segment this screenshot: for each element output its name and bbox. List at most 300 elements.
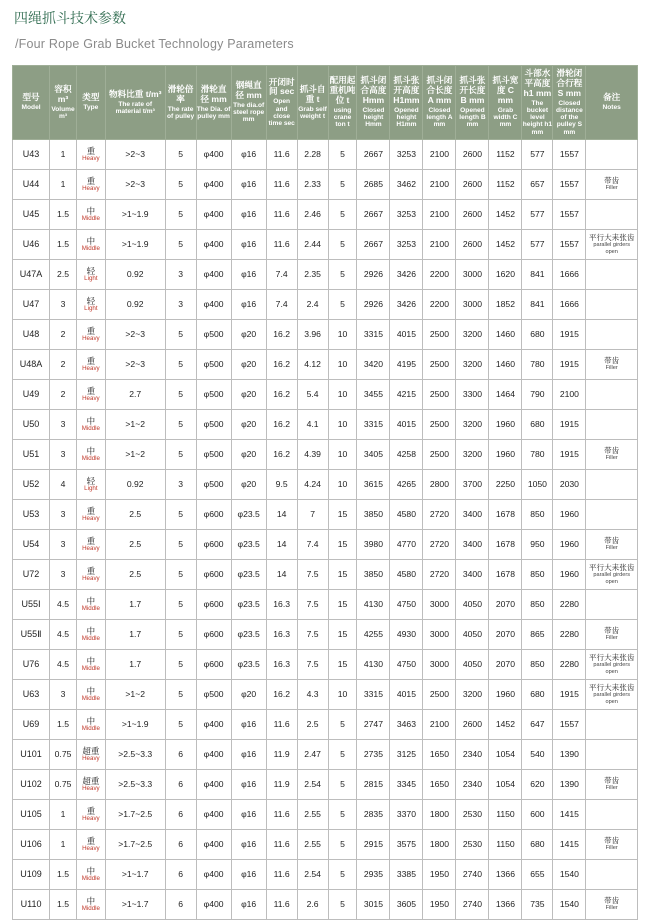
cell-pulley_rate: 5 [165,709,196,739]
cell-rate: >1~1.9 [105,229,165,259]
cell-notes [586,709,638,739]
cell-a: 2100 [423,229,456,259]
cell-rope_dia: φ23.5 [231,499,266,529]
cell-self_weight: 2.33 [297,169,328,199]
cell-type [76,859,105,889]
cell-volume: 3 [50,499,77,529]
cell-c: 1460 [489,319,522,349]
cell-model: U46 [13,229,50,259]
cell-crane: 15 [328,619,357,649]
cell-pulley_rate: 3 [165,469,196,499]
column-header-en: Type [83,104,99,112]
cell-hl: 577 [522,229,553,259]
cell-self_weight: 2.6 [297,889,328,919]
cell-rope_dia: φ16 [231,169,266,199]
cell-hl: 850 [522,649,553,679]
cell-a: 2500 [423,319,456,349]
cell-model: U52 [13,469,50,499]
table-row [13,679,638,709]
cell-s: 2280 [553,649,586,679]
type-en: Heavy [82,844,100,852]
cell-pulley_rate: 5 [165,169,196,199]
column-header-5 [196,66,231,140]
cell-c: 1452 [489,709,522,739]
cell-hl: 850 [522,499,553,529]
type-en: Heavy [82,544,100,552]
cell-hl: 680 [522,409,553,439]
cell-h1: 4195 [390,349,423,379]
table-row [13,799,638,829]
cell-notes [586,559,638,589]
cell-rope_dia: φ20 [231,679,266,709]
cell-crane: 15 [328,559,357,589]
column-header-en: Opened height H1mm [394,106,419,129]
cell-s: 1540 [553,859,586,889]
table-row [13,889,638,919]
cell-rate: >1~2 [105,679,165,709]
table-header-row [13,66,638,140]
cell-volume: 3 [50,439,77,469]
cell-type [76,559,105,589]
cell-pulley_dia: φ400 [196,769,231,799]
cell-a: 2100 [423,169,456,199]
cell-time: 16.3 [266,589,297,619]
column-header-12 [423,66,456,140]
cell-c: 1620 [489,259,522,289]
cell-type [76,439,105,469]
cell-c: 1152 [489,169,522,199]
cell-b: 3200 [456,349,489,379]
type-cn: 中 [86,685,96,696]
cell-s: 1960 [553,529,586,559]
cell-type [76,199,105,229]
cell-crane: 5 [328,829,357,859]
cell-b: 2600 [456,199,489,229]
cell-pulley_dia: φ400 [196,889,231,919]
cell-notes [586,619,638,649]
cell-c: 1960 [489,679,522,709]
cell-a: 1950 [423,859,456,889]
cell-model: U69 [13,709,50,739]
cell-s: 2280 [553,589,586,619]
cell-s: 1915 [553,409,586,439]
cell-s: 1960 [553,559,586,589]
cell-time: 7.4 [266,259,297,289]
type-en: Heavy [82,364,100,372]
cell-h: 2735 [357,739,390,769]
cell-model: U54 [13,529,50,559]
cell-a: 3000 [423,649,456,679]
note-en: Filler [605,635,618,642]
cell-rate: >2~3 [105,319,165,349]
cell-s: 2100 [553,379,586,409]
cell-pulley_rate: 3 [165,259,196,289]
cell-rope_dia: φ16 [231,829,266,859]
cell-hl: 657 [522,169,553,199]
type-cn: 中 [86,205,96,216]
type-cn: 轻 [86,475,96,486]
cell-rope_dia: φ16 [231,799,266,829]
column-header-cn: 抓斗闭合长度 A mm [426,75,453,105]
cell-crane: 5 [328,169,357,199]
cell-pulley_rate: 6 [165,769,196,799]
cell-type [76,409,105,439]
cell-b: 2340 [456,769,489,799]
column-header-cn: 抓斗闭合高度 Hmm [360,75,387,105]
cell-h: 3615 [357,469,390,499]
cell-rate: >2.5~3.3 [105,739,165,769]
cell-volume: 3 [50,559,77,589]
cell-rope_dia: φ20 [231,349,266,379]
note-en: parallel girders open [593,692,631,705]
cell-notes [586,409,638,439]
cell-model: U50 [13,409,50,439]
cell-rate: >1.7~2.5 [105,799,165,829]
cell-pulley_dia: φ400 [196,169,231,199]
cell-rope_dia: φ16 [231,229,266,259]
type-cn: 重 [86,505,96,516]
cell-rate: 2.5 [105,559,165,589]
cell-rate: 0.92 [105,289,165,319]
cell-crane: 5 [328,709,357,739]
cell-c: 1678 [489,559,522,589]
cell-type [76,259,105,289]
cell-h1: 3370 [390,799,423,829]
cell-c: 2070 [489,619,522,649]
cell-notes [586,139,638,169]
note-cn: 平行大耒张齿 [588,233,635,243]
table-row [13,499,638,529]
cell-b: 3400 [456,499,489,529]
cell-pulley_dia: φ500 [196,469,231,499]
cell-rate: 0.92 [105,469,165,499]
cell-pulley_dia: φ400 [196,259,231,289]
cell-type [76,619,105,649]
table-row [13,319,638,349]
cell-self_weight: 4.3 [297,679,328,709]
cell-model: U110 [13,889,50,919]
cell-notes [586,289,638,319]
type-en: Middle [81,214,100,222]
note-cn: 平行大耒张齿 [588,653,635,663]
cell-s: 1915 [553,349,586,379]
column-header-en: Closed length A mm [426,106,453,129]
column-header-en: Volume m³ [51,105,75,120]
column-header-cn: 滑轮直径 mm [200,83,227,104]
type-cn: 中 [86,625,96,636]
column-header-11 [390,66,423,140]
table-row [13,739,638,769]
cell-c: 2070 [489,649,522,679]
table-row [13,289,638,319]
parameters-table [12,65,638,920]
cell-rate: >1~1.9 [105,709,165,739]
cell-hl: 620 [522,769,553,799]
cell-h: 3315 [357,409,390,439]
cell-type [76,709,105,739]
type-en: Middle [81,664,100,672]
cell-pulley_rate: 5 [165,529,196,559]
column-header-4 [165,66,196,140]
cell-s: 1390 [553,769,586,799]
cell-hl: 540 [522,739,553,769]
type-cn: 重 [86,175,96,186]
cell-model: U48 [13,319,50,349]
cell-volume: 1.5 [50,199,77,229]
cell-crane: 5 [328,199,357,229]
cell-rate: 2.5 [105,529,165,559]
cell-h: 2747 [357,709,390,739]
column-header-cn: 抓斗张开长度 B mm [459,75,486,105]
cell-h1: 3605 [390,889,423,919]
cell-type [76,829,105,859]
type-cn: 重 [86,535,96,546]
column-header-en: The Dia. of pulley mm [196,105,231,120]
cell-self_weight: 7 [297,499,328,529]
cell-h1: 4750 [390,589,423,619]
cell-hl: 735 [522,889,553,919]
cell-c: 1460 [489,349,522,379]
cell-time: 16.2 [266,349,297,379]
cell-pulley_rate: 5 [165,559,196,589]
cell-self_weight: 7.5 [297,559,328,589]
cell-b: 3000 [456,259,489,289]
cell-pulley_dia: φ400 [196,289,231,319]
cell-crane: 10 [328,319,357,349]
cell-self_weight: 2.44 [297,229,328,259]
cell-notes [586,829,638,859]
cell-h1: 3253 [390,229,423,259]
type-cn: 重 [86,355,96,366]
column-header-cn: 容积 m³ [54,83,72,104]
column-header-cn: 备注 [603,92,621,103]
cell-self_weight: 2.46 [297,199,328,229]
cell-hl: 600 [522,799,553,829]
cell-self_weight: 2.28 [297,139,328,169]
cell-rope_dia: φ20 [231,409,266,439]
cell-crane: 10 [328,439,357,469]
cell-crane: 5 [328,289,357,319]
column-header-en: Closed distance of the pulley S mm [555,99,583,136]
cell-crane: 5 [328,139,357,169]
column-header-15 [522,66,553,140]
cell-time: 14 [266,559,297,589]
cell-h1: 3345 [390,769,423,799]
cell-a: 1650 [423,769,456,799]
cell-notes [586,379,638,409]
cell-notes [586,769,638,799]
cell-type [76,739,105,769]
cell-b: 2530 [456,829,489,859]
cell-volume: 2 [50,379,77,409]
cell-a: 2500 [423,379,456,409]
cell-model: U48A [13,349,50,379]
cell-pulley_rate: 5 [165,499,196,529]
cell-pulley_dia: φ400 [196,859,231,889]
note-cn: 带齿 [604,896,620,906]
table-body [13,139,638,919]
column-header-cn: 滑轮倍率 [167,83,194,104]
cell-b: 4050 [456,619,489,649]
cell-self_weight: 2.54 [297,859,328,889]
cell-b: 3300 [456,379,489,409]
cell-volume: 4 [50,469,77,499]
cell-rope_dia: φ20 [231,319,266,349]
cell-h1: 4770 [390,529,423,559]
cell-a: 2100 [423,139,456,169]
column-header-cn: 型号 [22,92,40,103]
cell-a: 1650 [423,739,456,769]
cell-b: 2600 [456,229,489,259]
cell-model: U106 [13,829,50,859]
cell-s: 1557 [553,139,586,169]
cell-b: 4050 [456,649,489,679]
cell-self_weight: 7.4 [297,529,328,559]
cell-self_weight: 4.12 [297,349,328,379]
cell-pulley_rate: 5 [165,139,196,169]
cell-volume: 2 [50,349,77,379]
cell-pulley_rate: 5 [165,319,196,349]
cell-pulley_rate: 5 [165,439,196,469]
cell-time: 11.6 [266,139,297,169]
cell-model: U47 [13,289,50,319]
cell-c: 1960 [489,439,522,469]
cell-type [76,229,105,259]
note-en: Filler [605,545,618,552]
cell-c: 1852 [489,289,522,319]
cell-pulley_rate: 5 [165,409,196,439]
cell-volume: 1.5 [50,229,77,259]
cell-time: 11.6 [266,889,297,919]
cell-type [76,529,105,559]
cell-h1: 4015 [390,319,423,349]
note-en: Filler [605,185,618,192]
cell-pulley_rate: 6 [165,859,196,889]
cell-type [76,679,105,709]
cell-model: U55Ⅱ [13,619,50,649]
cell-crane: 10 [328,409,357,439]
cell-type [76,769,105,799]
cell-pulley_dia: φ600 [196,559,231,589]
cell-pulley_dia: φ600 [196,649,231,679]
cell-rope_dia: φ16 [231,859,266,889]
cell-model: U43 [13,139,50,169]
column-header-8 [297,66,328,140]
cell-h1: 4580 [390,499,423,529]
page-header [0,0,650,51]
cell-volume: 1.5 [50,859,77,889]
cell-rope_dia: φ16 [231,139,266,169]
cell-crane: 5 [328,739,357,769]
cell-h1: 3253 [390,139,423,169]
cell-pulley_rate: 5 [165,379,196,409]
cell-rope_dia: φ16 [231,739,266,769]
cell-hl: 841 [522,289,553,319]
cell-s: 1390 [553,739,586,769]
cell-notes [586,169,638,199]
cell-rope_dia: φ20 [231,379,266,409]
cell-model: U55Ⅰ [13,589,50,619]
type-cn: 重 [86,565,96,576]
cell-crane: 5 [328,769,357,799]
cell-model: U47A [13,259,50,289]
cell-s: 1415 [553,799,586,829]
cell-h1: 3253 [390,199,423,229]
type-en: Middle [81,424,100,432]
note-cn: 带齿 [604,776,620,786]
cell-pulley_rate: 5 [165,649,196,679]
cell-notes [586,529,638,559]
cell-h1: 4930 [390,619,423,649]
cell-pulley_dia: φ400 [196,709,231,739]
cell-pulley_dia: φ600 [196,499,231,529]
cell-pulley_rate: 5 [165,589,196,619]
page-title-en: /Four Rope Grab Bucket Technology Parameters [15,37,294,51]
cell-crane: 15 [328,589,357,619]
cell-pulley_rate: 5 [165,199,196,229]
table-row [13,439,638,469]
cell-pulley_dia: φ500 [196,319,231,349]
cell-s: 1557 [553,169,586,199]
cell-crane: 5 [328,259,357,289]
cell-hl: 577 [522,139,553,169]
cell-h: 3420 [357,349,390,379]
cell-rope_dia: φ23.5 [231,619,266,649]
table-row [13,619,638,649]
column-header-en: Open and close time sec [268,98,295,128]
cell-rate: 1.7 [105,619,165,649]
type-en: Heavy [82,784,100,792]
column-header-en: Grab self weight t [298,105,327,120]
cell-h1: 3426 [390,259,423,289]
cell-a: 2720 [423,529,456,559]
cell-self_weight: 2.4 [297,289,328,319]
table-row [13,859,638,889]
cell-s: 1557 [553,709,586,739]
cell-pulley_dia: φ400 [196,739,231,769]
cell-crane: 15 [328,529,357,559]
note-en: parallel girders open [593,572,631,585]
column-header-9 [328,66,357,140]
cell-h1: 3575 [390,829,423,859]
table-row [13,709,638,739]
cell-c: 1452 [489,229,522,259]
parameters-table-wrapper [12,65,638,920]
cell-model: U105 [13,799,50,829]
type-cn: 重 [86,385,96,396]
cell-model: U45 [13,199,50,229]
cell-model: U76 [13,649,50,679]
type-cn: 重 [86,145,96,156]
cell-volume: 4.5 [50,589,77,619]
cell-pulley_dia: φ400 [196,229,231,259]
cell-c: 1452 [489,199,522,229]
cell-h: 3850 [357,499,390,529]
cell-notes [586,229,638,259]
cell-volume: 0.75 [50,739,77,769]
cell-type [76,889,105,919]
cell-c: 1464 [489,379,522,409]
cell-b: 2740 [456,889,489,919]
type-en: Middle [81,874,100,882]
cell-volume: 4.5 [50,649,77,679]
cell-s: 2280 [553,619,586,649]
cell-notes [586,259,638,289]
cell-s: 1915 [553,439,586,469]
column-header-en: The rate of material t/m³ [115,100,155,115]
cell-notes [586,439,638,469]
cell-notes [586,859,638,889]
